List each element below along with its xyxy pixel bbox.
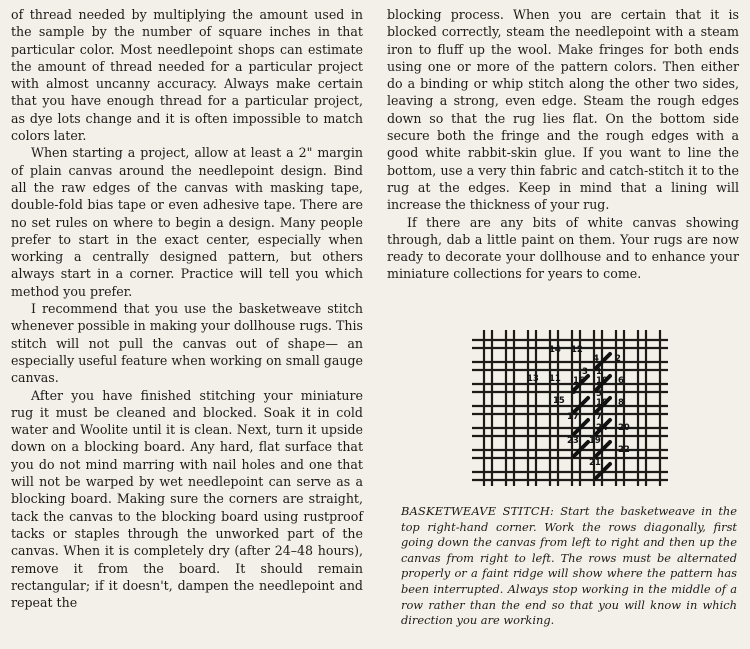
paragraph: I recommend that you use the basketweave stitch whenever possible in making your dollhouse rugs. This stitch will not pull the canvas out of shape— an especially useful feature when working on small gauge canvas.: [11, 301, 363, 386]
stitch-number: 13: [527, 374, 539, 384]
stitch-number: 19: [589, 436, 601, 446]
stitch-number: 5: [596, 389, 602, 399]
stitch-number: 24: [596, 423, 608, 433]
paragraph: If there are any bits of white canvas showing through, dab a little paint on them. Your rugs are now ready to decorate your dollhouse and to enhance your miniature collections for years to come.: [387, 214, 739, 282]
stitch-number: 23: [567, 436, 579, 446]
paragraph: of thread needed by multiplying the amount used in the sample by the number of square inches in that particular color. Most needlepoint shops can estimate the amount of thread needed for a particular project with almost uncanny accuracy. Always make certain that you have enough thread for a particular project, as dye lots change and it is often impossible to match colors later.: [11, 7, 363, 144]
stitch-number: 17: [567, 412, 579, 422]
stitch-number: 11: [549, 374, 561, 384]
figure-caption: [401, 504, 737, 629]
stitch-number: 4: [593, 354, 599, 364]
canvas-grid: [470, 328, 670, 488]
paragraph: After you have finished stitching your miniature rug it must be cleaned and blocked. Soak it in cold water and Woolite until it is clean. Next, turn it upside down on a blocking board. Any hard, flat surface that you do not mind marring with nail holes and one that will not be warped by wet needlepoint can serve as a blocking board. Making sure the corners are straight, tack the canvas to the blocking board using rustproof tacks or staples through the unworked part of the canvas. When it is completely dry (after 24–48 hours), remove it from the board. It should remain rectangular; if it doesn't, dampen the needlepoint and repeat the: [11, 387, 363, 611]
paragraph: blocking process. When you are certain that it is blocked correctly, steam the needlepoint with a steam iron to fluff up the wool. Make fringes for both ends using one or more of the pattern colors. Then either do a binding or whip stitch along the other two sides, leaving a strong, even edge. Steam the rough edges down so that the rug lies flat. On the bottom side secure both the fringe and the rough edges with a good white rabbit-skin glue. If you want to line the bottom, use a very thin fabric and catch-stitch it to the rug at the edges. Keep in mind that a lining will increase the thickness of your rug.: [387, 7, 739, 213]
stitch-number: 21: [589, 458, 601, 468]
stitch-number: 1: [596, 367, 602, 377]
caption-heading: BASKETWEAVE STITCH:: [401, 504, 555, 518]
caption-body: Start the basketweave in the top right-hand corner. Work the rows diagonally, first going down the canvas from left to right and then up the canvas from right to left. The rows must be alternated properly or a faint ridge will show where the pattern has been interrupted. Always stop working in the middle of a row rather than the end so that you will know in which direction you are working.: [401, 504, 738, 628]
paragraph: When starting a project, allow at least a 2" margin of plain canvas around the needlepoint design. Bind all the raw edges of the canvas with masking tape, double-fold bias tape or even adhesive tape. There are no set rules on where to begin a design. Many people prefer to start in the exact center, especially when working a centrally designed pattern, but others always start in a corner. Practice will tell you which method you prefer.: [11, 145, 363, 299]
stitch-number: 9: [571, 387, 577, 397]
stitch-number: 22: [618, 445, 630, 455]
stitch-number: 8: [618, 398, 624, 408]
stitch-number: 3: [582, 367, 588, 377]
stitch-number: 12: [571, 345, 583, 355]
basketweave-diagram: [470, 328, 670, 488]
stitch-number: 7: [596, 412, 602, 422]
left-column: [11, 6, 363, 611]
right-column: [387, 6, 739, 283]
stitch-number: 6: [618, 376, 624, 386]
stitch-number: 16: [573, 376, 585, 386]
grid-lines: [472, 330, 668, 486]
stitch-number: 18: [596, 398, 608, 408]
stitch-number: 14: [549, 345, 561, 355]
stitch-number: 2: [615, 354, 621, 364]
stitch-number: 10: [596, 376, 608, 386]
stitch-number: 15: [553, 396, 565, 406]
stitch-number: 20: [618, 423, 630, 433]
